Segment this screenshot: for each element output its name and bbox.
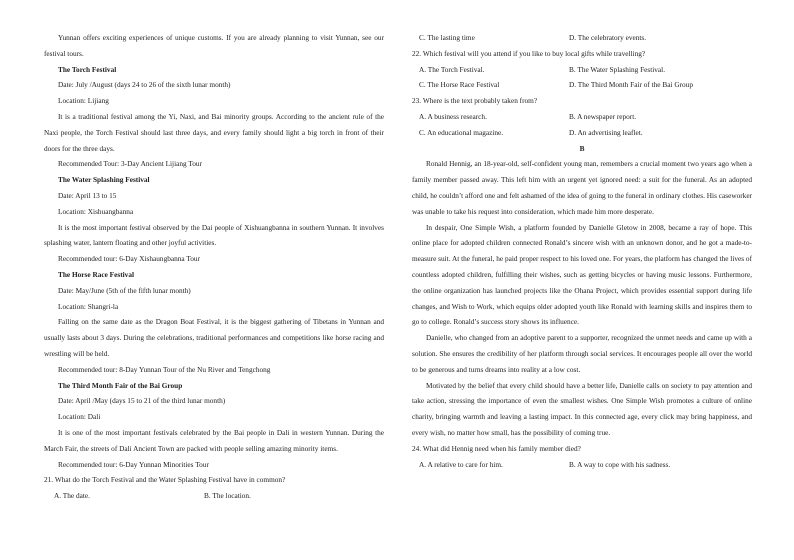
horse-festival-title: The Horse Race Festival — [58, 269, 134, 279]
q22-options-ab — [412, 62, 752, 78]
horse-festival-desc: Falling on the same date as the Dragon Boat Festival, it is the biggest gathering of Tibetans in Yunnan and usually lasts about 3 days. During the celebrations, traditional performances and competitions like horse racing and wrestling will be held. — [44, 317, 384, 358]
q24-option-a: A. A relative to care for him. — [419, 459, 503, 469]
q23-options-cd — [412, 125, 752, 141]
q24-question: 24. What did Hennig need when his family member died? — [412, 443, 581, 453]
horse-festival-location: Location: Shangri-la — [58, 301, 119, 311]
passage-paragraph: Motivated by the belief that every child should have a better life, Danielle calls on society to pay attention and take action, stressing the importance of even the smallest wishes. One Simple Wish promotes a culture of online charity, bringing warmth and leaving a lasting impact. In this connected age, every click may bring happiness, and every wish, no matter how small, has the possibility of coming true. — [412, 380, 752, 437]
torch-festival-tour: Recommended Tour: 3-Day Ancient Lijiang Tour — [58, 159, 203, 169]
passage-paragraph: Danielle, who changed from an adoptive parent to a supporter, recognized the unmet needs and came up with a solution. She ensures the credibility of her platform through social services. It encourages people all over the world to be generous and turns dreams into reality at a low cost. — [412, 333, 752, 374]
bai-fair-title: The Third Month Fair of the Bai Group — [58, 380, 183, 390]
torch-festival-location: Location: Lijiang — [58, 96, 109, 106]
q23-options-ab — [412, 109, 752, 125]
q21-question: 21. What do the Torch Festival and the Water Splashing Festival have in common? — [44, 475, 286, 485]
q22-options-cd — [412, 77, 752, 93]
q23-option-b: B. A newspaper report. — [569, 111, 637, 121]
q24-option-b: B. A way to cope with his sadness. — [569, 459, 671, 469]
intro-text: Yunnan offers exciting experiences of unique customs. If you are already planning to visit Yunnan, see our festival tours. — [44, 33, 384, 58]
q22-option-c: C. The Horse Race Festival — [419, 80, 500, 90]
q21-option-a: A. The date. — [54, 491, 90, 501]
bai-fair-location: Location: Dali — [58, 412, 101, 422]
water-festival-desc: It is the most important festival observed by the Dai people of Xishuangbanna in southern Yunnan. It involves splashing water, lantern floating and other joyful activities. — [44, 222, 384, 248]
bai-fair-date: Date: April /May (days 15 to 21 of the third lunar month) — [58, 396, 226, 406]
q23-option-d: D. An advertising leaflet. — [569, 127, 643, 137]
horse-festival-date: Date: May/June (5th of the fifth lunar month) — [58, 285, 191, 295]
q21-options-ab — [44, 488, 384, 504]
q21-option-d: D. The celebratory events. — [569, 33, 647, 42]
q21-option-b: B. The location. — [204, 491, 251, 501]
q22-option-b: B. The Water Splashing Festival. — [569, 64, 666, 74]
right-column — [412, 30, 752, 472]
q23-option-a: A. A business research. — [419, 111, 487, 121]
bai-fair-desc: It is one of the most important festivals celebrated by the Bai people in Dali in western Yunnan. During the March Fair, the streets of Dali Ancient Town are packed with people selling amazing minority items. — [44, 427, 384, 453]
q22-question: 22. Which festival will you attend if you like to buy local gifts while travelling? — [412, 48, 646, 58]
torch-festival-title: The Torch Festival — [58, 64, 117, 74]
bai-fair-tour: Recommended tour: 6-Day Yunnan Minorities Tour — [58, 459, 209, 469]
passage-paragraph: Ronald Hennig, an 18-year-old, self-confident young man, remembers a crucial moment two years ago when a family member passed away. This left him with an urgent yet ignored need: a suit for the funeral. As an adopted child, he couldn’t afford one and felt ashamed of the idea of going to the funeral in ordinary clothes. His caseworker was unable to take his request into consideration, which made him more desperate. — [412, 159, 752, 216]
horse-festival-tour: Recommended tour: 8-Day Yunnan Tour of the Nu River and Tengchong — [58, 364, 271, 374]
left-column — [44, 30, 384, 504]
q21-option-c: C. The lasting time — [419, 33, 475, 42]
q21-options-cd — [412, 30, 752, 46]
water-festival-date: Date: April 13 to 15 — [58, 190, 117, 200]
water-festival-tour: Recommended tour: 6-Day Xishaungbanna Tour — [58, 254, 201, 264]
water-festival-title: The Water Splashing Festival — [58, 175, 150, 185]
torch-festival-desc: It is a traditional festival among the Yi, Naxi, and Bai minority groups. According to the ancient rule of the Naxi people, the Torch Festival should last three days, and every family should light a big torch in front of their doors for the three days. — [44, 111, 384, 153]
passage-paragraph: In despair, One Simple Wish, a platform founded by Danielle Gletow in 2008, became a ray of hope. This online place for adopted children connected Ronald’s sincere wish with an unknown donor, and he got a made-to-measure suit. At the funeral, he paid proper respect to his loved one. For years, the platform has changed the lives of countless adopted children, fulfilling their wishes, such as getting bicycles or having music lessons. Furthermore, the online organization has launched projects like the Ohana Project, which provides essential support during life changes, and Wish to Work, which equips older adopted youth like Ronald with learning skills and inspires them to go to college. Ronald’s success story shows its influence. — [412, 222, 752, 327]
q22-option-a: A. The Torch Festival. — [419, 64, 485, 74]
q22-option-d: D. The Third Month Fair of the Bai Group — [569, 80, 693, 90]
q23-option-c: C. An educational magazine. — [419, 127, 504, 137]
section-heading: B — [579, 143, 585, 153]
q24-options-ab — [412, 457, 752, 473]
water-festival-location: Location: Xishuangbanna — [58, 206, 134, 216]
q23-question: 23. Where is the text probably taken from? — [412, 96, 538, 106]
torch-festival-date: Date: July /August (days 24 to 26 of the sixth lunar month) — [58, 80, 231, 90]
